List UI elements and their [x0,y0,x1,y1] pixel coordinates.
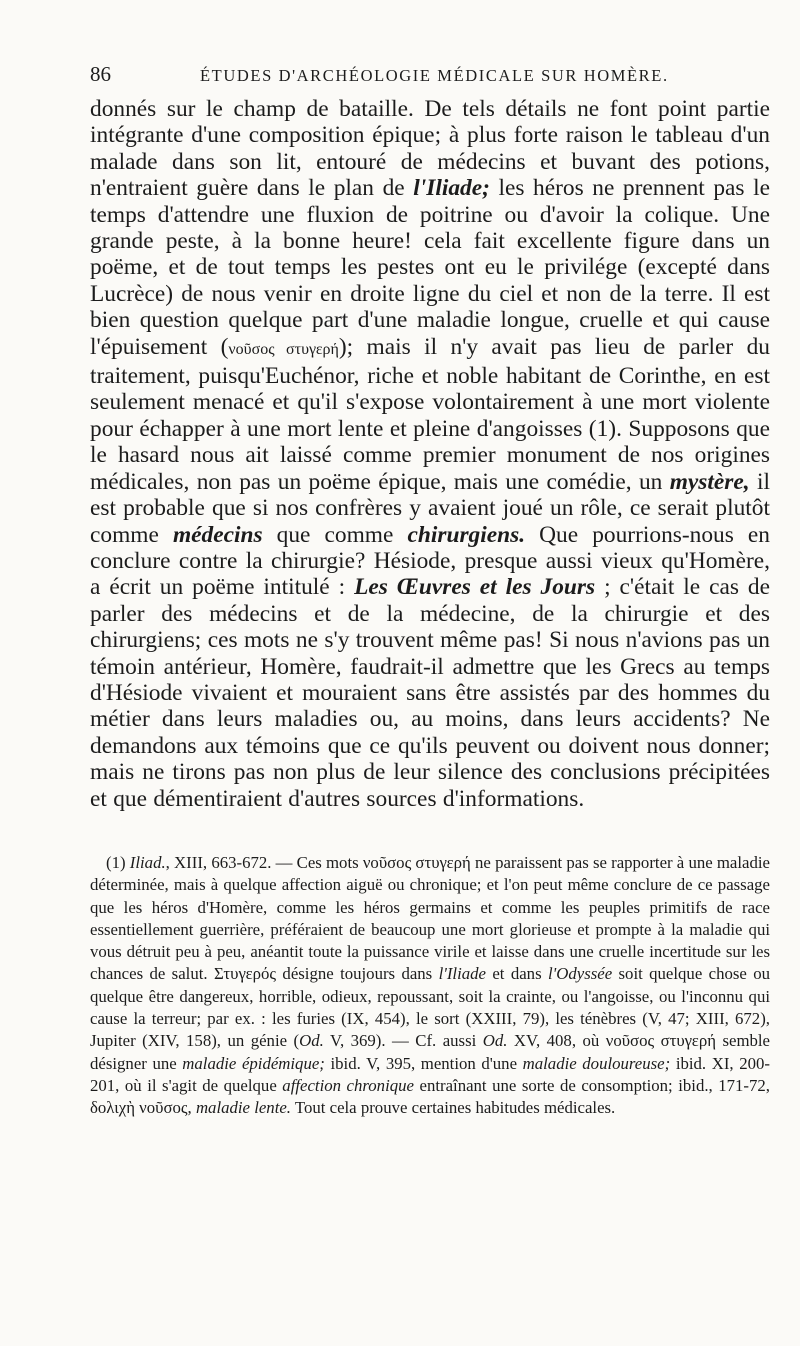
greek-phrase: νοῦσος στυγερή [362,852,471,872]
page-number: 86 [90,62,111,86]
page-header [90,62,770,96]
text-run: il est probable que si nos confrères y avaient joué un rôle, ce serait plutôt comme [90,468,770,548]
italic-title: Les Œuvres et les Jours [354,574,596,601]
footnotes [90,852,770,1120]
text-run: que comme [262,521,408,548]
greek-phrase: νοῦσος στυγερή [228,340,339,358]
running-title: ÉTUDES D'ARCHÉOLOGIE MÉDICALE SUR HOMÈRE. [200,66,669,85]
main-paragraph [90,96,770,812]
greek-phrase: δολιχὴ νοῦσος, [90,1098,192,1118]
greek-phrase: Στυγερός [213,964,277,984]
italic-word: médecins [172,521,263,548]
text-run: ); mais il n'y avait pas lieu de parler du traitement, puisqu'Euchénor, riche et noble habitant de Corinthe, en est seulement menacé et qu'il s'expose volontairement à une mort violente pour échapper à une mort lente et pleine d'angoisses (1). Supposons que le hasard nous ait laissé comme premier monument de nos origines médicales, non pas un poëme épique, mais une comédie, un [90,333,770,495]
italic-word: mystère, [669,468,750,495]
greek-phrase: νοῦσος στυγερή [605,1031,716,1051]
text-run: donnés sur le champ de bataille. De tels détails ne font point partie intégrante d'une composition épique; à plus forte raison le tableau d'un malade dans son lit, entouré de médecins et buvant des potions, n'entraient guère dans le plan de [90,96,770,202]
italic-title: l'Iliade; [413,175,490,202]
text-run: Que pourrions-nous en conclure contre la chirurgie? Hésiode, presque aussi vieux qu'Homère, a écrit un poëme intitulé : [90,521,771,601]
italic-word: chirurgiens. [407,521,526,548]
footnote-1: (1) Iliad., XIII, 663-672. — Ces mots νοῦσος στυγερή ne paraissent pas se rapporter à une maladie déterminée, mais à quelque affection aiguë ou chronique; et l'on peut même conclure de ce passage que les héros d'Homère, comme les héros germains et comme les peuples primitifs de race essentiellement guerrière, préféraient de beaucoup une mort glorieuse et prompte à la maladie qui vous détruit peu à peu, anéantit toute la puissance virile et laisse dans une cruelle incertitude sur les chances de salut. Στυγερός désigne toujours dans l'Iliade et dans l'Odyssée soit quelque chose ou quelque être dangereux, horrible, odieux, repoussant, soit la crainte, ou l'angoisse, ou l'inconnu qui cause la terreur; par ex. : les furies (IX, 454), le sort (XXIII, 79), les ténèbres (V, 47; XIII, 672), Jupiter (XIV, 158), un génie (Od. V, 369). — Cf. aussi Od. XV, 408, où νοῦσος στυγερή semble désigner une maladie épidémique; ibid. V, 395, mention d'une maladie douloureuse; ibid. XI, 200-201, où il s'agit de quelque affection chronique entraînant une sorte de consomption; ibid., 171-72, δολιχὴ νοῦσος, maladie lente. Tout cela prouve certaines habitudes médicales. [90,852,771,1118]
text-run: les héros ne prennent pas le temps d'attendre une fluxion de poitrine ou d'avoir la colique. Une grande peste, à la bonne heure! cela fait excellente figure dans un poëme, et de tout temps les pestes ont eu le privilége (excepté dans Lucrèce) de nous venir en droite ligne du ciel et non de la terre. Il est bien question quelque part d'une maladie longue, cruelle et qui cause l'épuisement ( [90,175,770,360]
text-run: ; c'était le cas de parler des médecins et de la médecine, de la chirurgie et des chirurgiens; ces mots ne s'y trouvent même pas! Si nous n'avions pas un témoin antérieur, Homère, faudrait-il admettre que les Grecs au temps d'Hésiode vivaient et mouraient sans être assistés par des hommes du métier dans leurs maladies ou, au moins, dans leurs accidents? Ne demandons aux témoins que ce qu'ils peuvent ou doivent nous donner; mais ne tirons pas non plus de leur silence des conclusions précipitées et que démentiraient d'autres sources d'informations. [90,574,771,812]
